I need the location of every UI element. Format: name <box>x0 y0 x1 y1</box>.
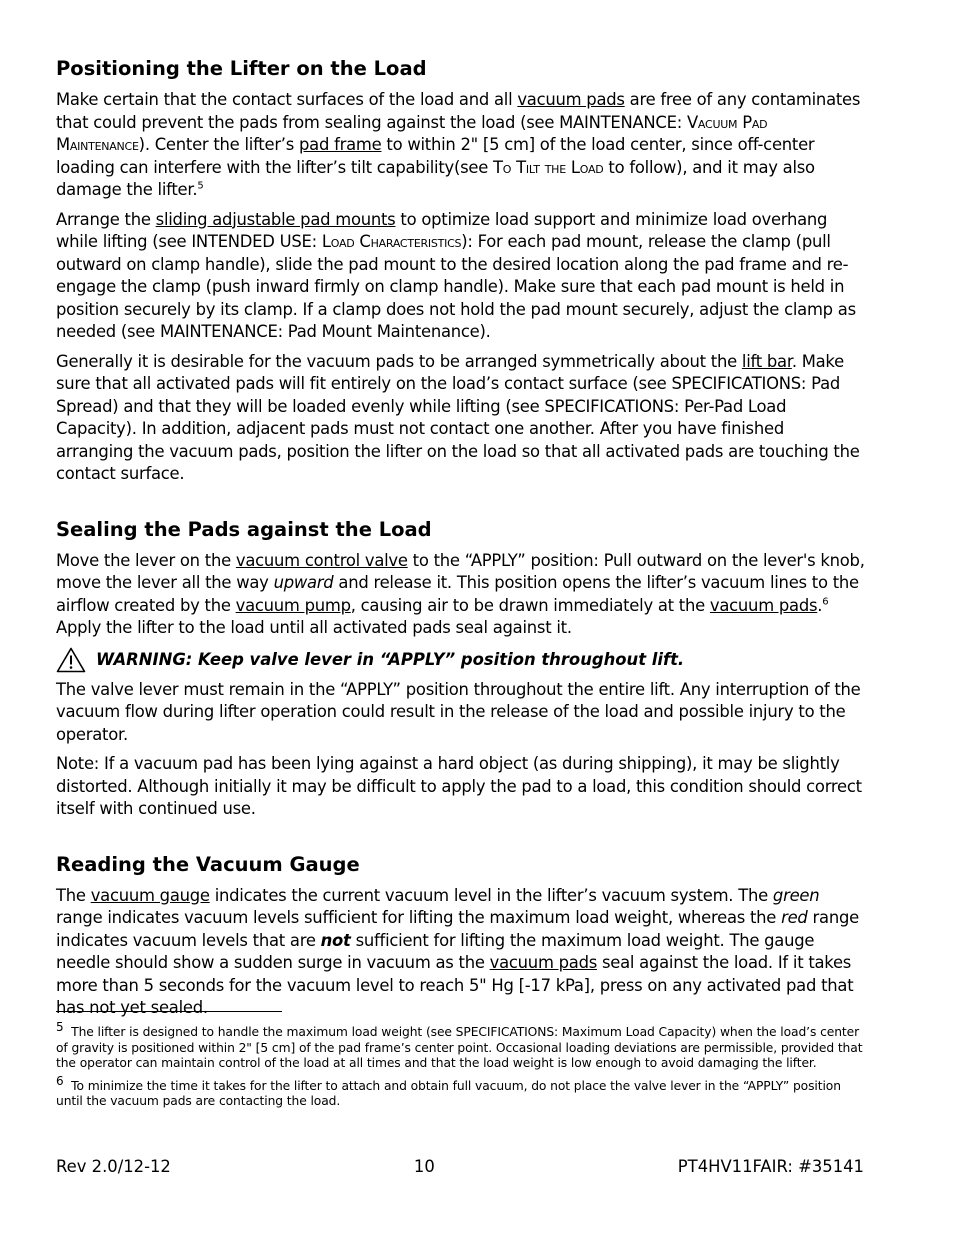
text: sufficient for lifting the maximum load weight. The gauge needle should show a sudden surge in vacuum as the <box>56 930 815 972</box>
page-footer <box>56 1157 864 1176</box>
text: To Tilt the Load <box>493 157 604 177</box>
footnote-separator <box>56 1011 282 1012</box>
footnote-6 <box>56 1073 866 1110</box>
footnote-number: 6 <box>56 1073 64 1088</box>
section-title-sealing: Sealing the Pads against the Load <box>56 517 432 541</box>
text: . Make sure that all activated pads will fit entirely on the load’s contact surface (see SPECIFICATIONS: Pad Spread) and that they will be loaded evenly while lifting (see SPECIFICATIONS: Per-Pad Load Capacity). In addition, adjacent pads must not contact one another. After you have finished arranging the vacuum pads, position the lifter on the load so that all activated pads are touching the contact surface. <box>56 351 860 483</box>
link-vacuum-pump[interactable]: vacuum pump <box>235 595 351 615</box>
paragraph-gauge-1 <box>56 885 866 1020</box>
section-title-gauge: Reading the Vacuum Gauge <box>56 852 360 876</box>
emphasis: upward <box>273 573 334 592</box>
paragraph-sealing-2: The valve lever must remain in the “APPLY” position throughout the entire lift. Any interruption of the vacuum flow during lifter operation could result in the release of the load and possible injury to the operator. <box>56 679 861 744</box>
emphasis: red <box>781 908 808 927</box>
revision-label: Rev 2.0/12-12 <box>56 1157 171 1176</box>
link-sliding-adjustable-pad-mounts[interactable]: sliding adjustable pad mounts <box>155 209 396 229</box>
link-vacuum-gauge[interactable]: vacuum gauge <box>90 885 210 905</box>
text: ). Center the lifter’s <box>138 135 300 154</box>
warning-callout <box>56 647 866 673</box>
link-vacuum-pads[interactable]: vacuum pads <box>709 595 818 615</box>
document-body <box>56 56 866 1027</box>
text: are free of any contaminates that could prevent the pads from sealing against the load (see MAINTENANCE: <box>56 90 861 132</box>
footnote-ref-5[interactable]: 5 <box>197 180 204 192</box>
document-id: PT4HV11FAIR: #35141 <box>677 1157 864 1176</box>
text: range indicates vacuum levels that are <box>56 908 859 950</box>
link-vacuum-control-valve[interactable]: vacuum control valve <box>235 550 408 570</box>
warning-triangle-icon <box>56 647 86 673</box>
paragraph-positioning-1 <box>56 89 866 202</box>
footnotes <box>56 1019 866 1117</box>
text: The <box>56 885 91 905</box>
text: to within 2" [5 cm] of the load center, since off-center loading can interfere with the lifter’s tilt capability(see <box>56 135 815 177</box>
link-vacuum-pads[interactable]: vacuum pads <box>489 953 598 972</box>
text: Apply the lifter to the load until all activated pads seal against it. <box>56 618 572 637</box>
paragraph-sealing-3: Note: If a vacuum pad has been lying against a hard object (as during shipping), it may be slightly distorted. Although initially it may be difficult to apply the pad to a load, this condition should correct itself with continued use. <box>56 754 862 818</box>
emphasis: green <box>772 885 820 905</box>
text: range indicates vacuum levels sufficient for lifting the maximum load weight, whereas the <box>56 908 782 927</box>
text: ): For each pad mount, release the clamp (pull outward on clamp handle), slide the pad mount to the desired location along the pad frame and re-engage the clamp (push inward firmly on clamp handle). Make sure that each pad mount is held in position securely by its clamp. If a clamp does not hold the pad mount securely, adjust the clamp as needed (see MAINTENANCE: Pad Mount Maintenance). <box>56 232 856 341</box>
paragraph-positioning-3 <box>56 351 866 486</box>
footnote-number: 5 <box>56 1019 64 1034</box>
text: to the “APPLY” position: Pull outward on the lever's knob, move the lever all the way <box>56 550 865 592</box>
text: indicates the current vacuum level in the lifter’s vacuum system. The <box>209 885 773 905</box>
text: Vacuum Pad Maintenance <box>56 112 768 154</box>
text: and release it. This position opens the lifter’s vacuum lines to the airflow created by the <box>56 573 859 615</box>
section-title-positioning: Positioning the Lifter on the Load <box>56 57 427 80</box>
warning-text: WARNING: Keep valve lever in “APPLY” position throughout lift. <box>96 649 685 669</box>
text: seal against the load. If it takes more than 5 seconds for the vacuum level to reach 5" Hg [-17 kPa], press on any activated pad that has not yet sealed. <box>56 953 854 1017</box>
text: . <box>817 595 823 615</box>
text: Generally it is desirable for the vacuum pads to be arranged symmetrically about the <box>56 351 742 371</box>
footnote-ref-6[interactable]: 6 <box>822 596 829 608</box>
footnote-text: To minimize the time it takes for the lifter to attach and obtain full vacuum, do not place the valve lever in the “APPLY” position until the vacuum pads are contacting the load. <box>56 1078 841 1108</box>
page-number: 10 <box>413 1157 435 1176</box>
text: to optimize load support and minimize load overhang while lifting (see INTENDED USE: <box>56 209 828 251</box>
text: to follow), and it may also damage the lifter. <box>56 157 815 199</box>
text: Move the lever on the <box>56 550 236 570</box>
text: , causing air to be drawn immediately at the <box>350 595 710 615</box>
text: Load Characteristics <box>321 232 462 251</box>
link-pad-frame[interactable]: pad frame <box>299 135 382 154</box>
paragraph-sealing-1 <box>56 550 866 640</box>
emphasis: not <box>320 930 351 950</box>
footnote-text: The lifter is designed to handle the maximum load weight (see SPECIFICATIONS: Maximum Load Capacity) when the load’s center of gravity is positioned within 2" [5 cm] of the pad frame’s center point. Occasional loading deviations are permissible, provided that the operator can maintain control of the load at all times and that the load weight is low enough to avoid damaging the lifter. <box>56 1025 863 1070</box>
link-vacuum-pads[interactable]: vacuum pads <box>517 90 625 109</box>
text: Make certain that the contact surfaces of the load and all <box>56 90 518 109</box>
paragraph-positioning-2 <box>56 209 866 344</box>
text: Arrange the <box>56 209 156 229</box>
link-lift-bar[interactable]: lift bar <box>741 351 792 371</box>
footnote-5 <box>56 1019 866 1072</box>
